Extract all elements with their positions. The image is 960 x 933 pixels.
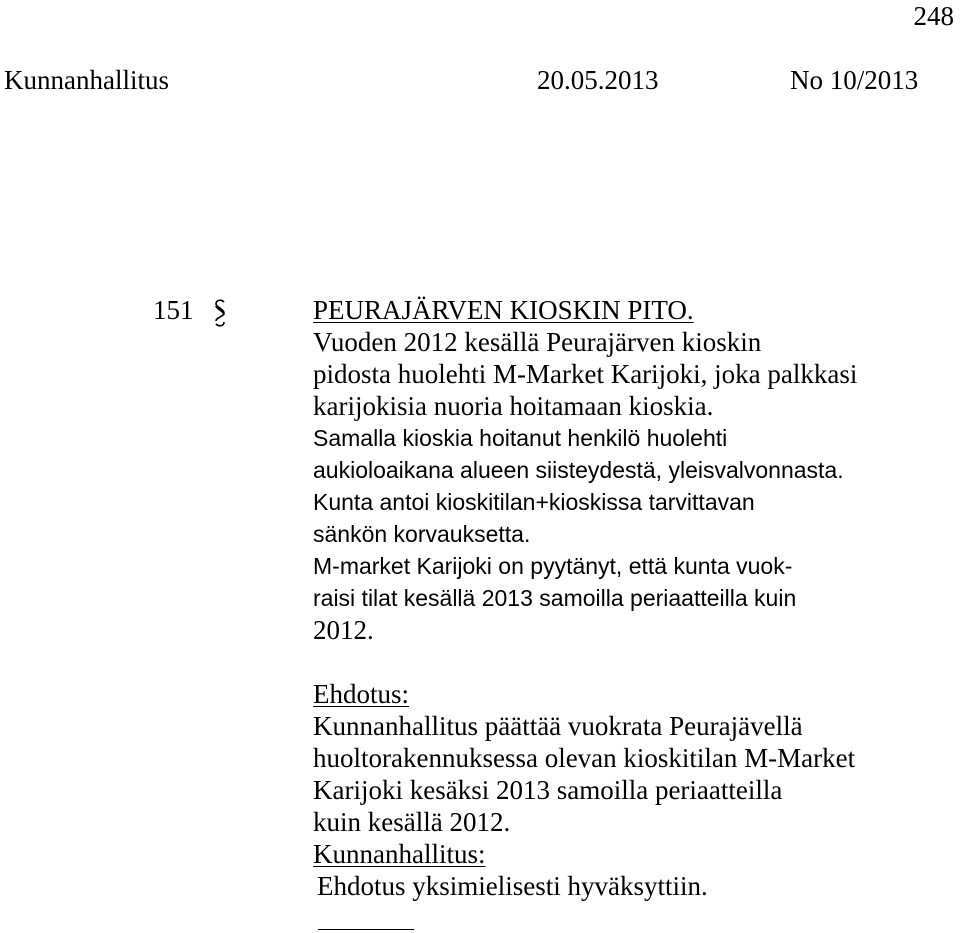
description-line: pidosta huolehti M-Market Karijoki, joka palkkasi: [313, 359, 858, 389]
section-number: 151: [153, 295, 194, 325]
section-title: PEURAJÄRVEN KIOSKIN PITO.: [313, 295, 694, 325]
description-line: karijokisia nuoria hoitamaan kioskia.: [313, 391, 714, 421]
details-line: Kunta antoi kioskitilan+kioskissa tarvittavan: [313, 489, 755, 515]
decision-text: Ehdotus yksimielisesti hyväksyttiin.: [317, 871, 708, 901]
section-sign-icon: [210, 298, 230, 328]
details-line: Samalla kioskia hoitanut henkilö huolehti: [313, 425, 728, 451]
header-date: 20.05.2013: [537, 65, 659, 95]
closing-rule: [318, 929, 414, 930]
proposal-line: kuin kesällä 2012.: [313, 807, 511, 837]
details-line: raisi tilat kesällä 2013 samoilla periaatteilla kuin: [313, 585, 797, 611]
details-line: M-market Karijoki on pyytänyt, että kunta vuok-: [313, 553, 793, 579]
details-line: sänkön korvauksetta.: [313, 521, 531, 547]
decision-heading: Kunnanhallitus:: [313, 839, 486, 869]
proposal-heading: Ehdotus:: [313, 679, 410, 709]
proposal-line: huoltorakennuksessa olevan kioskitilan M-Market: [313, 743, 856, 773]
header-body: Kunnanhallitus: [4, 65, 169, 95]
header-protocol: No 10/2013: [790, 65, 919, 95]
details-end: 2012.: [313, 615, 374, 645]
details-line: aukioloaikana alueen siisteydestä, yleisvalvonnasta.: [313, 457, 844, 483]
page-number: 248: [913, 1, 954, 31]
description-line: Vuoden 2012 kesällä Peurajärven kioskin: [313, 327, 762, 357]
proposal-line: Karijoki kesäksi 2013 samoilla periaatteilla: [313, 775, 783, 805]
proposal-line: Kunnanhallitus päättää vuokrata Peurajävellä: [313, 711, 803, 741]
